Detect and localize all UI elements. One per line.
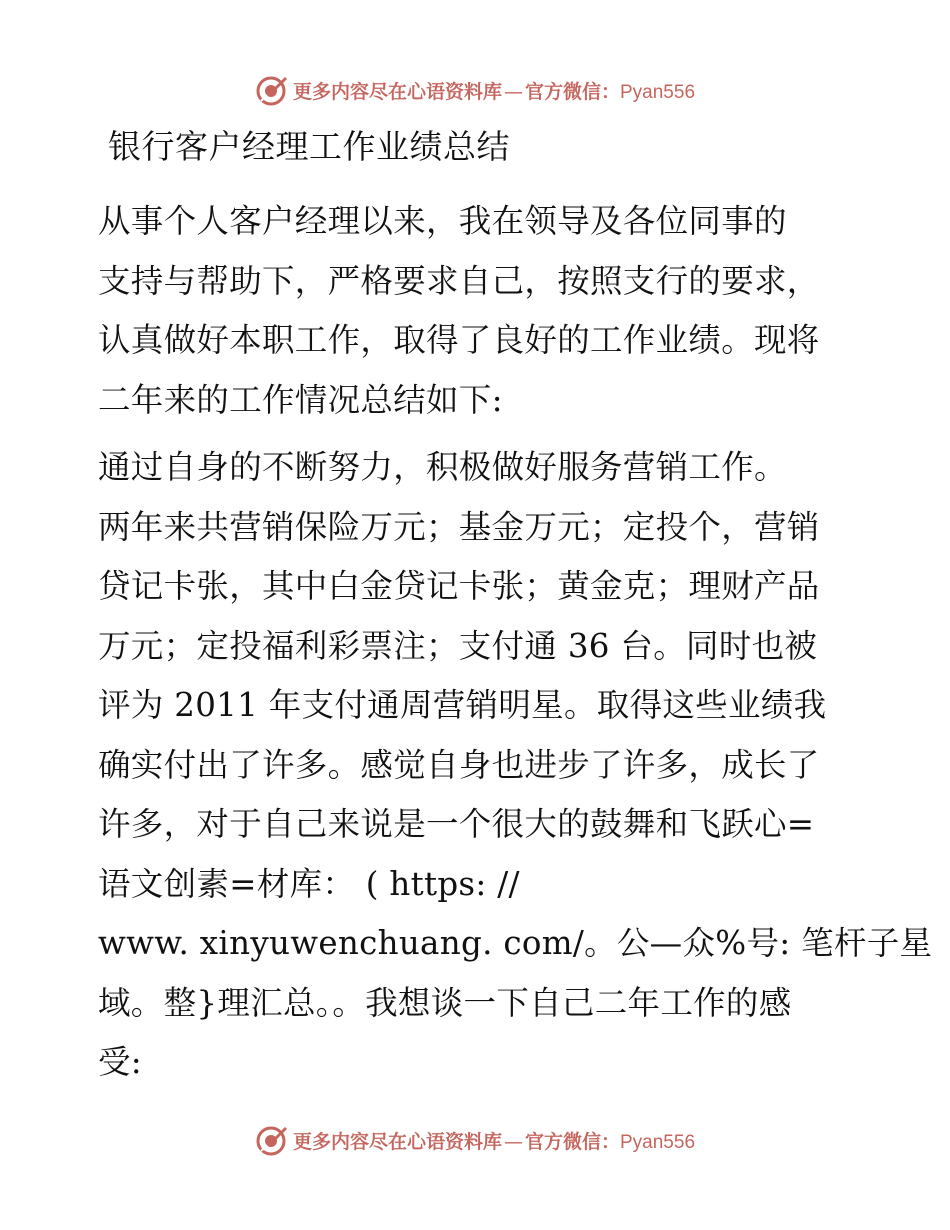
pen-logo-icon — [255, 73, 289, 107]
document-title: 银行客户经理工作业绩总结 — [108, 127, 510, 166]
paragraph-performance — [98, 438, 933, 1093]
text-line: 两年来共营销保险万元；基金万元；定投个，营销 — [98, 507, 820, 546]
paragraph-intro — [98, 192, 858, 430]
banner-label: 更多内容尽在心语资料库 — 官方微信：Pyan556 — [292, 80, 696, 103]
text-line: 许多，对于自己来说是一个很大的鼓舞和飞跃心= — [98, 805, 815, 843]
text-line: 语文创素=材库： ( https: // — [98, 864, 520, 903]
text-line: 确实付出了许多。感觉自身也进步了许多，成长了 — [98, 745, 820, 784]
banner-label: 更多内容尽在心语资料库 — 官方微信：Pyan556 — [292, 1130, 696, 1153]
text-line: 贷记卡张，其中白金贷记卡张；黄金克；理财产品 — [98, 567, 820, 605]
text-line: 万元；定投福利彩票注；支付通 36 台。同时也被 — [98, 626, 818, 665]
text-line: 从事个人客户经理以来，我在领导及各位同事的 — [98, 202, 787, 240]
text-line: 支持与帮助下，严格要求自己，按照支行的要求， — [98, 261, 820, 300]
text-line: 受: — [98, 1043, 143, 1081]
text-line: 评为 2011 年支付通周营销明星。取得这些业绩我 — [98, 686, 827, 724]
text-line: 二年来的工作情况总结如下: — [98, 380, 503, 419]
text-line: 域。整}理汇总。。我想谈一下自己二年工作的感 — [98, 983, 792, 1022]
text-line: 认真做好本职工作，取得了良好的工作业绩。现将 — [98, 321, 820, 359]
pen-logo-icon — [255, 1123, 289, 1157]
header-banner — [0, 70, 950, 110]
text-line: www. xinyuwenchuang. com/。公—众%号: 笔杆子星 — [98, 924, 933, 962]
text-line: 通过自身的不断努力，积极做好服务营销工作。 — [98, 448, 787, 486]
footer-banner — [0, 1120, 950, 1160]
